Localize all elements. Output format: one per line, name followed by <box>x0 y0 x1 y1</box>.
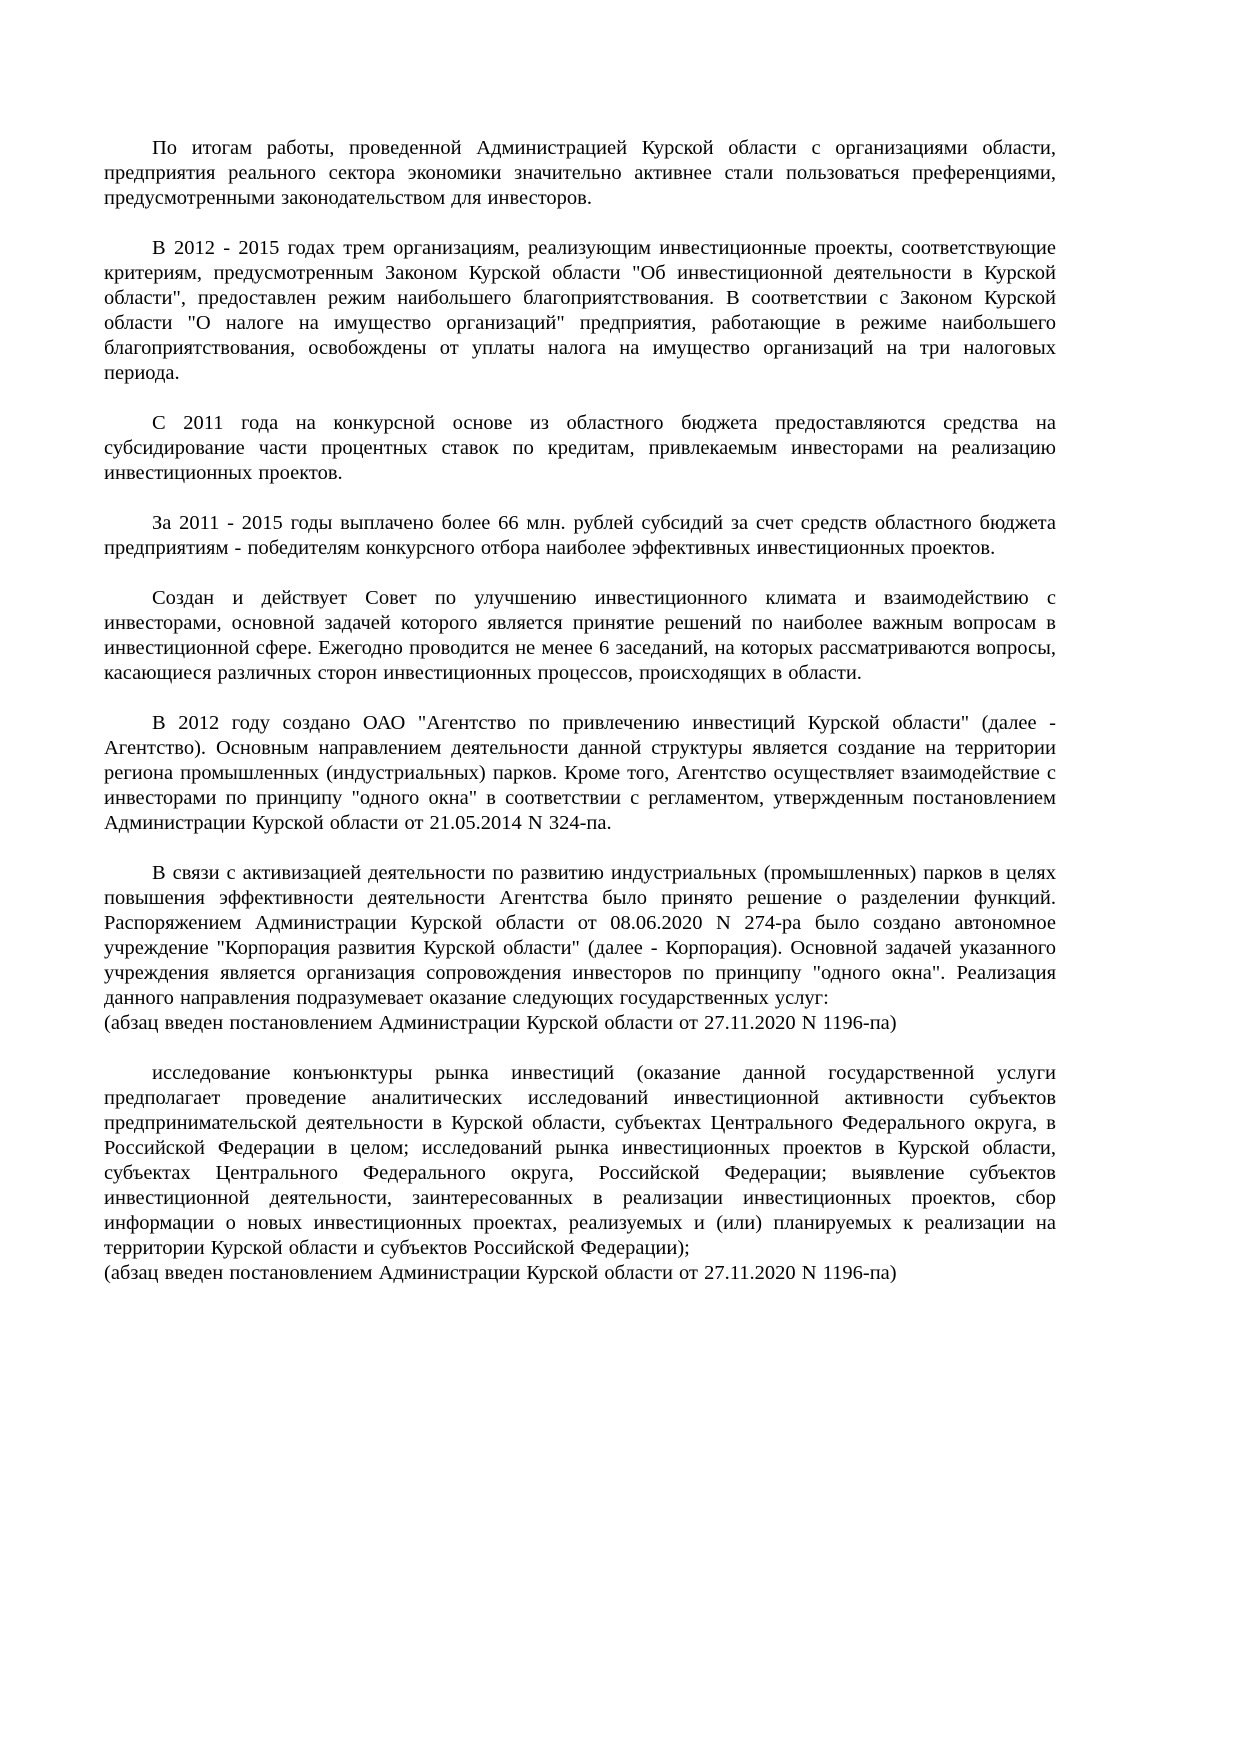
paragraph: За 2011 - 2015 годы выплачено более 66 млн. рублей субсидий за счет средств областного бюджета предприятиям - победителям конкурсного отбора наиболее эффективных инвестиционных проектов. <box>104 512 1056 559</box>
document-content <box>104 136 1056 1286</box>
paragraph: В связи с активизацией деятельности по развитию индустриальных (промышленных) парков в целях повышения эффективности деятельности Агентства было принято решение о разделении функций. Распоряжением Администрации Курской области от 08.06.2020 N 274-ра было создано автономное учреждение "Корпорация развития Курской области" (далее - Корпорация). Основной задачей указанного учреждения является организация сопровождения инвесторов по принципу "одного окна". Реализация данного направления подразумевает оказание следующих государственных услуг: <box>104 862 1056 1009</box>
paragraph: С 2011 года на конкурсной основе из областного бюджета предоставляются средства на субсидирование части процентных ставок по кредитам, привлекаемым инвесторами на реализацию инвестиционных проектов. <box>104 412 1056 484</box>
paragraph: Создан и действует Совет по улучшению инвестиционного климата и взаимодействию с инвесторами, основной задачей которого является принятие решений по наиболее важным вопросам в инвестиционной сфере. Ежегодно проводится не менее 6 заседаний, на которых рассматриваются вопросы, касающиеся различных сторон инвестиционных процессов, происходящих в области. <box>104 587 1056 684</box>
paragraph: По итогам работы, проведенной Администрацией Курской области с организациями области, предприятия реального сектора экономики значительно активнее стали пользоваться преференциями, предусмотренными законодательством для инвесторов. <box>104 137 1056 209</box>
paragraph: В 2012 году создано ОАО "Агентство по привлечению инвестиций Курской области" (далее - Агентство). Основным направлением деятельности данной структуры является создание на территории региона промышленных (индустриальных) парков. Кроме того, Агентство осуществляет взаимодействие с инвесторами по принципу "одного окна" в соответствии с регламентом, утвержденным постановлением Администрации Курской области от 21.05.2014 N 324-па. <box>104 712 1056 834</box>
paragraph-note: (абзац введен постановлением Администрации Курской области от 27.11.2020 N 1196-па) <box>104 1012 897 1034</box>
paragraph: В 2012 - 2015 годах трем организациям, реализующим инвестиционные проекты, соответствующие критериям, предусмотренным Законом Курской области "Об инвестиционной деятельности в Курской области", предоставлен режим наибольшего благоприятствования. В соответствии с Законом Курской области "О налоге на имущество организаций" предприятия, работающие в режиме наибольшего благоприятствования, освобождены от уплаты налога на имущество организаций на три налоговых периода. <box>104 237 1056 384</box>
paragraph-note: (абзац введен постановлением Администрации Курской области от 27.11.2020 N 1196-па) <box>104 1262 897 1284</box>
paragraph: исследование конъюнктуры рынка инвестиций (оказание данной государственной услуги предполагает проведение аналитических исследований инвестиционной активности субъектов предпринимательской деятельности в Курской области, субъектах Центрального Федерального округа, в Российской Федерации в целом; исследований рынка инвестиционных проектов в Курской области, субъектах Центрального Федерального округа, Российской Федерации; выявление субъектов инвестиционной деятельности, заинтересованных в реализации инвестиционных проектов, сбор информации о новых инвестиционных проектах, реализуемых и (или) планируемых к реализации на территории Курской области и субъектов Российской Федерации); <box>104 1062 1056 1259</box>
